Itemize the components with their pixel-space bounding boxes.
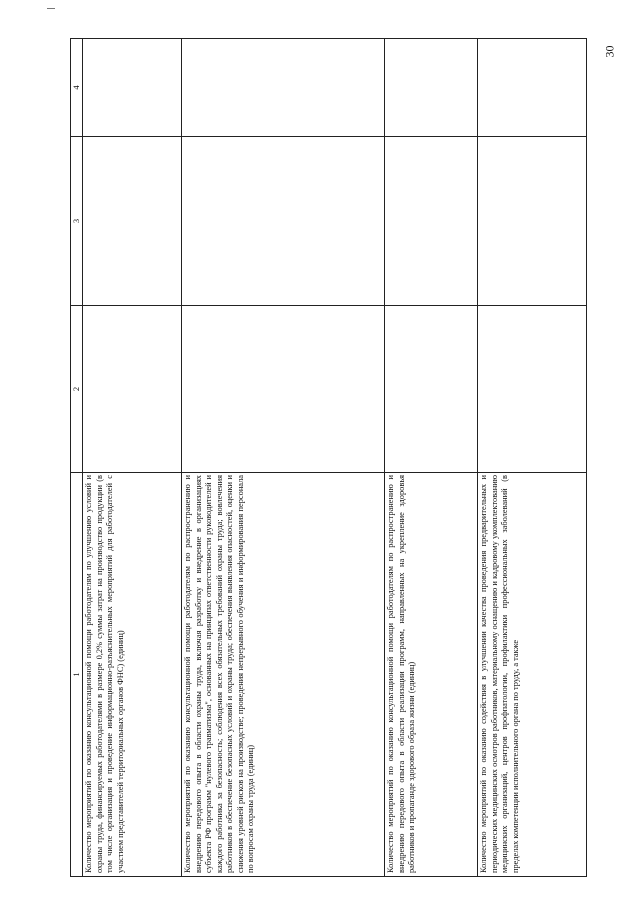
page-number: 30 [602, 45, 617, 58]
header-cell: 1 [71, 473, 83, 877]
value-cell [385, 306, 478, 473]
table-row [182, 39, 385, 877]
table-row [385, 39, 478, 877]
value-cell [83, 306, 182, 473]
table-header-row [71, 39, 83, 877]
indicator-text: Количество мероприятий по оказанию консультационной помощи работодателям по улучшению условий и охраны труда, финансируемых работодателями в размере 0,2% суммы затрат на производство продукции (в том числе организация и проведение информационно-разъяснительных мероприятий для работодателей с участием представителей территориальных органов ФНС) (единиц) [83, 473, 182, 877]
header-cell: 3 [71, 137, 83, 306]
value-cell [182, 137, 385, 306]
value-cell [385, 137, 478, 306]
table-row [83, 39, 182, 877]
scan-mark [47, 8, 55, 9]
header-cell: 2 [71, 306, 83, 473]
value-cell [478, 306, 587, 473]
header-cell: 4 [71, 39, 83, 137]
table-row [478, 39, 587, 877]
value-cell [83, 137, 182, 306]
value-cell [182, 306, 385, 473]
indicator-text: Количество мероприятий по оказанию консультационной помощи работодателям по распространению и внедрению передового опыта в области реализации программ, направленных на укрепление здоровья работников и пропаганде здорового образа жизни (единиц) [385, 473, 478, 877]
indicator-text: Количество мероприятий по оказанию содействия в улучшении качества проведения предварительных и периодических медицинских осмотров работников, материальному оснащению и кадровому укомплектованию медицинских организаций, центров профпатологии, профилактики профессиональных заболеваний (в пределах компетенции исполнительного органа по труду, а также [478, 473, 587, 877]
value-cell [478, 137, 587, 306]
value-cell [385, 39, 478, 137]
value-cell [182, 39, 385, 137]
value-cell [83, 39, 182, 137]
indicators-table [70, 38, 587, 877]
indicator-text: Количество мероприятий по оказанию консультационной помощи работодателям по распространению и внедрению передового опыта в области охраны труда, включая разработку и внедрение в организациях субъекта РФ программ "нулевого травматизма", основанных на принципах ответственности руководителей и каждого работника за безопасность; соблюдения всех обязательных требований охраны труда; вовлечения работников в обеспечение безопасных условий и охраны труда; обеспечения выявления опасностей, оценки и снижения уровней рисков на производстве; проведения непрерывного обучения и информирования персонала по вопросам охраны труда (единиц) [182, 473, 385, 877]
value-cell [478, 39, 587, 137]
